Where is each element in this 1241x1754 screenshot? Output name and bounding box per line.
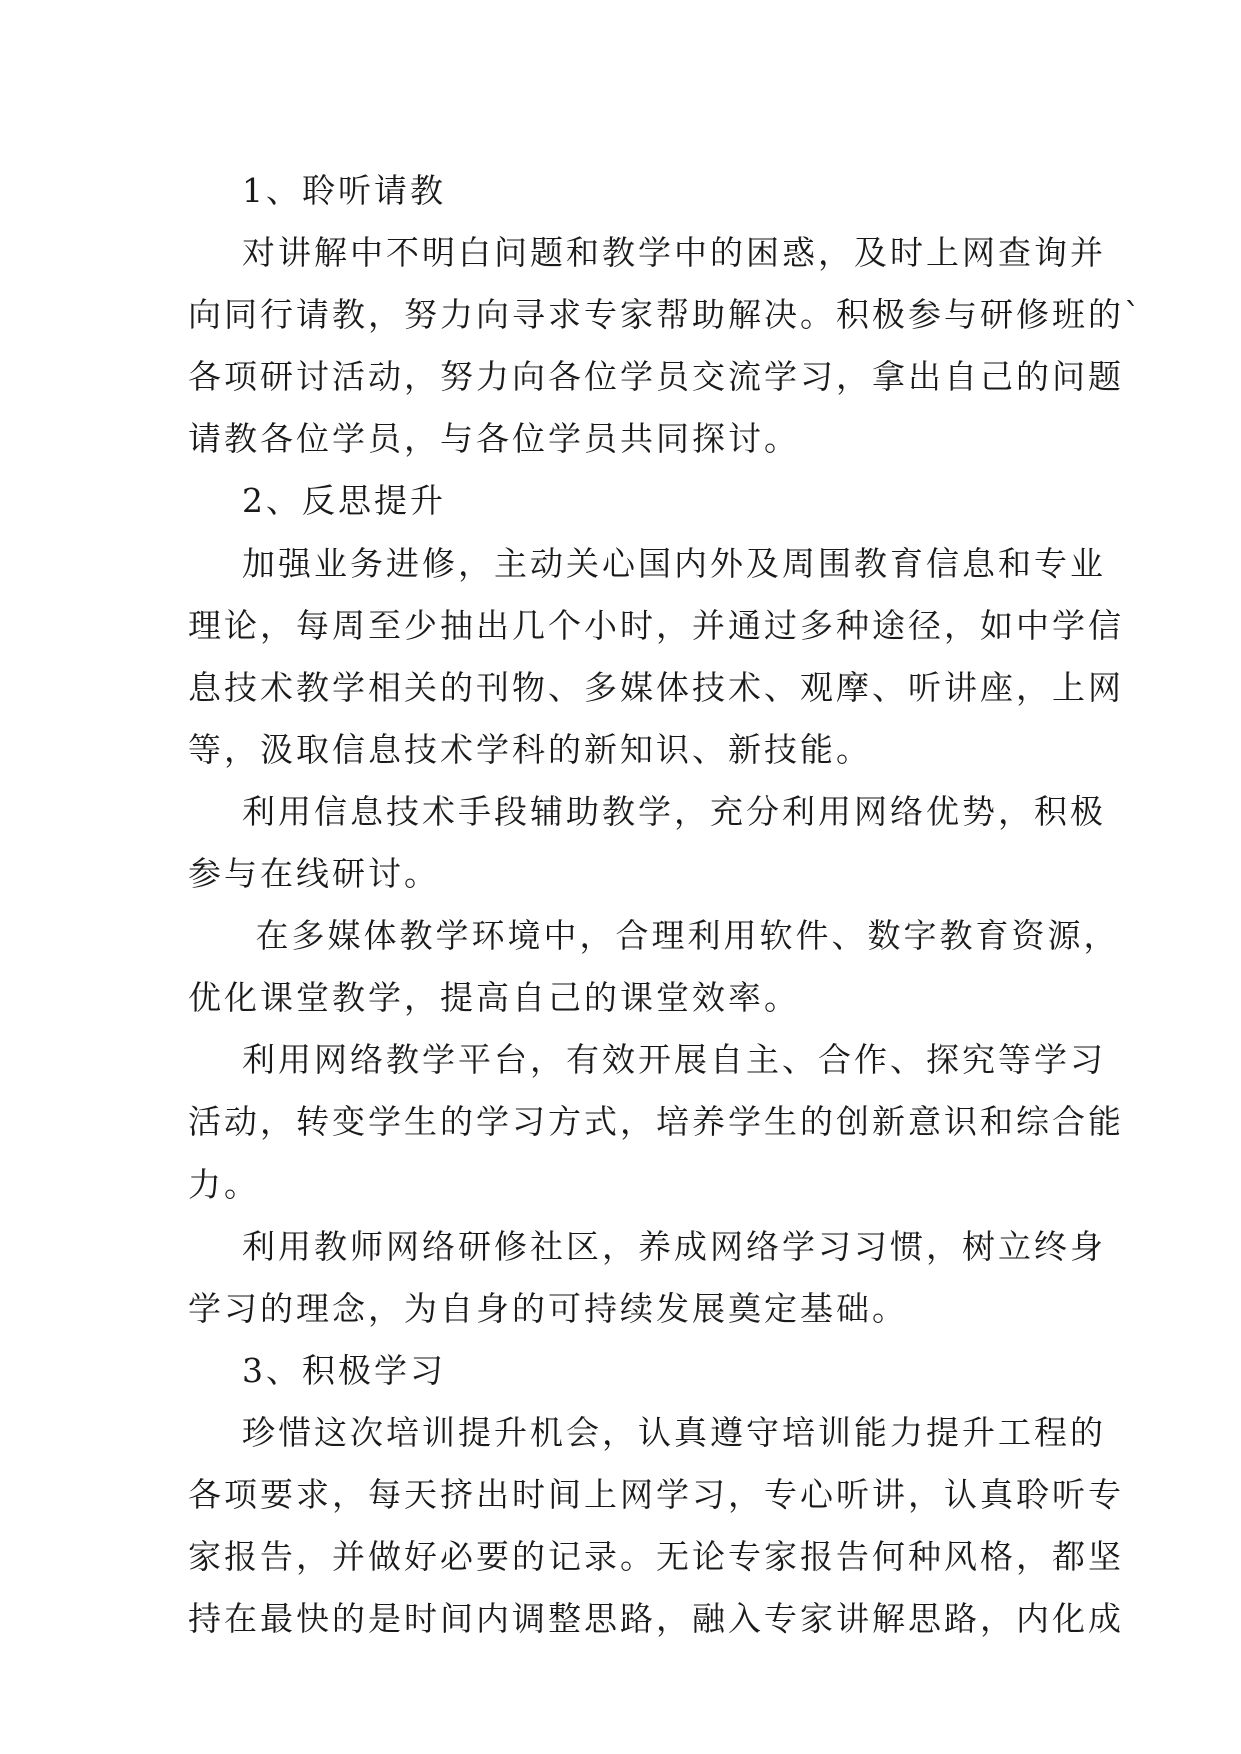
text-line: 等，汲取信息技术学科的新知识、新技能。 (188, 729, 872, 769)
text-line: 参与在线研讨。 (188, 854, 440, 894)
text-line: 利用信息技术手段辅助教学，充分利用网络优势，积极 (188, 791, 1106, 831)
text-line: 理论，每周至少抽出几个小时，并通过多种途径，如中学信 (188, 605, 1124, 645)
body-text (188, 160, 1144, 1650)
heading-3: 3、积极学习 (188, 1350, 446, 1390)
text-line: 向同行请教，努力向寻求专家帮助解决。积极参与研修班的` (188, 295, 1144, 335)
text-line: 在多媒体教学环境中，合理利用软件、数字教育资源， (188, 916, 1120, 956)
text-line: 学习的理念，为自身的可持续发展奠定基础。 (188, 1288, 908, 1328)
text-line: 加强业务进修，主动关心国内外及周围教育信息和专业 (188, 543, 1106, 583)
text-line: 家报告，并做好必要的记录。无论专家报告何种风格，都坚 (188, 1537, 1124, 1577)
text-line: 息技术教学相关的刊物、多媒体技术、观摩、听讲座，上网 (188, 667, 1124, 707)
text-line: 利用网络教学平台，有效开展自主、合作、探究等学习 (188, 1040, 1106, 1080)
text-line: 力。 (188, 1164, 260, 1204)
text-line: 对讲解中不明白问题和教学中的困惑，及时上网查询并 (188, 233, 1106, 273)
heading-2: 2、反思提升 (188, 481, 446, 521)
text-line: 利用教师网络研修社区，养成网络学习习惯，树立终身 (188, 1226, 1106, 1266)
text-line: 活动，转变学生的学习方式，培养学生的创新意识和综合能 (188, 1102, 1124, 1142)
text-line: 各项要求，每天挤出时间上网学习，专心听讲，认真聆听专 (188, 1474, 1124, 1514)
text-line: 各项研讨活动，努力向各位学员交流学习，拿出自己的问题 (188, 357, 1124, 397)
text-line: 持在最快的是时间内调整思路，融入专家讲解思路，内化成 (188, 1599, 1124, 1639)
text-line: 优化课堂教学，提高自己的课堂效率。 (188, 978, 800, 1018)
text-line: 珍惜这次培训提升机会，认真遵守培训能力提升工程的 (188, 1412, 1106, 1452)
text-line: 请教各位学员，与各位学员共同探讨。 (188, 419, 800, 459)
heading-1: 1、聆听请教 (188, 171, 446, 210)
